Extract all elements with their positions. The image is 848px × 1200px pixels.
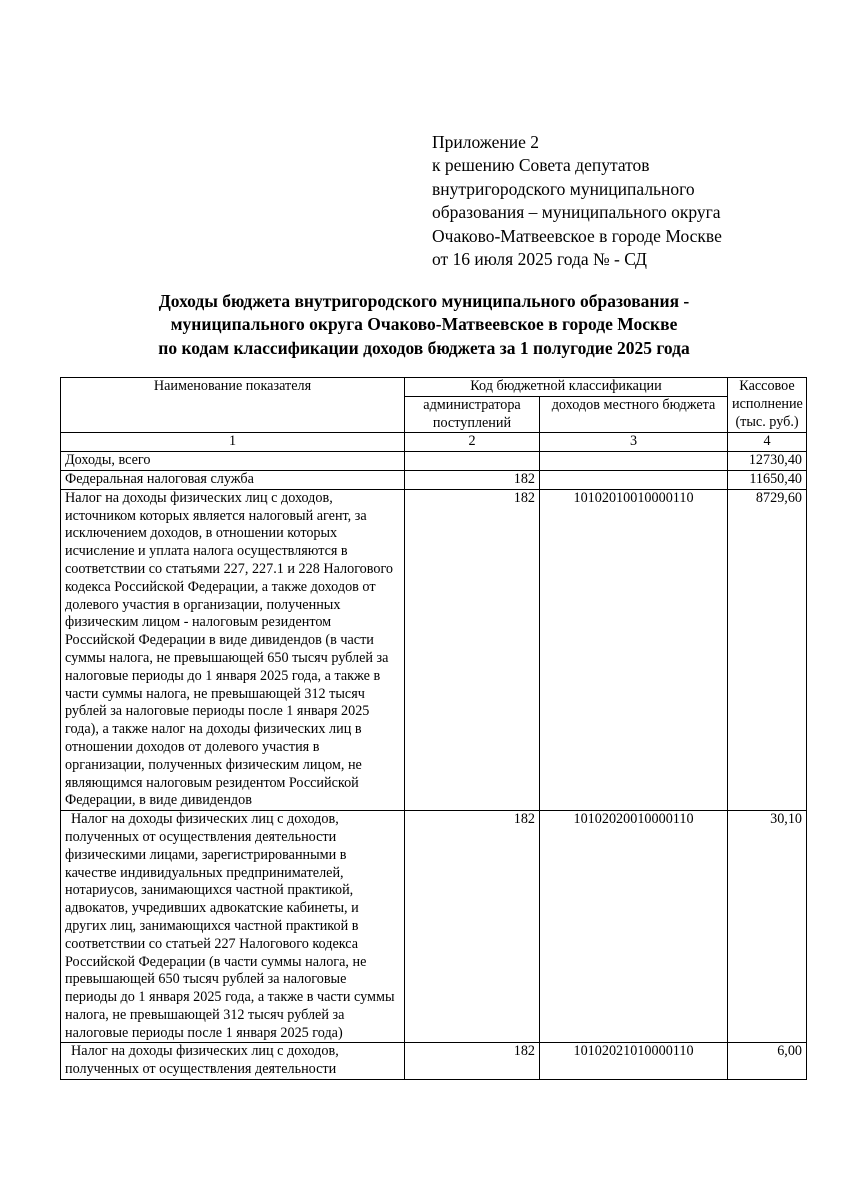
col-number: 1 <box>61 433 405 452</box>
row-amount: 12730,40 <box>728 452 807 471</box>
row-income-code: 10102020010000110 <box>540 811 728 1043</box>
row-amount: 8729,60 <box>728 489 807 810</box>
row-admin-code: 182 <box>405 811 540 1043</box>
appendix-line: к решению Совета депутатов <box>432 155 650 176</box>
col-number: 3 <box>540 433 728 452</box>
row-income-code <box>540 452 728 471</box>
row-name: Налог на доходы физических лиц с доходов, полученных от осуществления деятельности физическими лицами, зарегистрированными в качестве индивидуальных предпринимателей, нотариусов, занимающихся частной практикой, адвокатов, учредивших адвокатские кабинеты, и других лиц, занимающихся частной практикой в соответствии со статьей 227 Налогового кодекса Российской Федерации (в части суммы налога, не превышающей 650 тысяч рублей за налоговые периоды до 1 января 2025 года, а также в части суммы налога, не превышающей 312 тысяч рублей за налоговые периоды после 1 января 2025 года) <box>61 811 405 1043</box>
row-income-code: 10102010010000110 <box>540 489 728 810</box>
appendix-line: Очаково-Матвеевское в городе Москве <box>432 225 722 246</box>
appendix-line: от 16 июля 2025 года № - СД <box>432 249 647 270</box>
appendix-line: внутригородского муниципального <box>432 178 695 199</box>
row-name: Доходы, всего <box>61 452 405 471</box>
table-row <box>61 1043 807 1080</box>
appendix-line: Приложение 2 <box>432 132 540 152</box>
table-row-total <box>61 452 807 471</box>
appendix-block <box>432 131 722 271</box>
header-admin: администратора поступлений <box>405 396 540 433</box>
title-line: Доходы бюджета внутригородского муниципального образования - <box>158 291 690 311</box>
row-income-code <box>540 470 728 489</box>
row-name: Налог на доходы физических лиц с доходов, полученных от осуществления деятельности <box>61 1043 405 1080</box>
row-admin-code: 182 <box>405 470 540 489</box>
row-income-code: 10102021010000110 <box>540 1043 728 1080</box>
column-number-row <box>61 433 807 452</box>
table-row <box>61 489 807 810</box>
title-line: по кодам классификации доходов бюджета за 1 полугодие 2025 года <box>158 337 690 358</box>
header-code-group: Код бюджетной классификации <box>405 378 728 397</box>
row-amount: 6,00 <box>728 1043 807 1080</box>
col-number: 2 <box>405 433 540 452</box>
row-admin-code: 182 <box>405 1043 540 1080</box>
header-row <box>61 378 807 397</box>
table-row <box>61 811 807 1043</box>
appendix-line: образования – муниципального округа <box>432 202 721 223</box>
row-admin-code <box>405 452 540 471</box>
col-number: 4 <box>728 433 807 452</box>
row-amount: 11650,40 <box>728 470 807 489</box>
income-table <box>60 377 807 1080</box>
row-admin-code: 182 <box>405 489 540 810</box>
row-name: Федеральная налоговая служба <box>61 470 405 489</box>
title-line: муниципального округа Очаково-Матвеевское в городе Москве <box>170 314 678 335</box>
header-name: Наименование показателя <box>61 378 405 433</box>
header-execution: Кассовое исполнение (тыс. руб.) <box>728 378 807 433</box>
table-row-fns <box>61 470 807 489</box>
row-amount: 30,10 <box>728 811 807 1043</box>
header-local-income: доходов местного бюджета <box>540 396 728 433</box>
row-name: Налог на доходы физических лиц с доходов, источником которых является налоговый агент, за исключением доходов, в отношении которых исчисление и уплата налога осуществляются в соответствии со статьями 227, 227.1 и 228 Налогового кодекса Российской Федерации, а также доходов от долевого участия в организации, полученных физическим лицом - налоговым резидентом Российской Федерации в виде дивидендов (в части суммы налога, не превышающей 650 тысяч рублей за налоговые периоды до 1 января 2025 года, а также в части суммы налога, не превышающей 312 тысяч рублей за налоговые периоды после 1 января 2025 года), а также налог на доходы физических лиц в отношении доходов от долевого участия в организации, полученных физическим лицом, не являющимся налоговым резидентом Российской Федерации, в виде дивидендов <box>61 489 405 810</box>
document-title <box>0 290 848 360</box>
